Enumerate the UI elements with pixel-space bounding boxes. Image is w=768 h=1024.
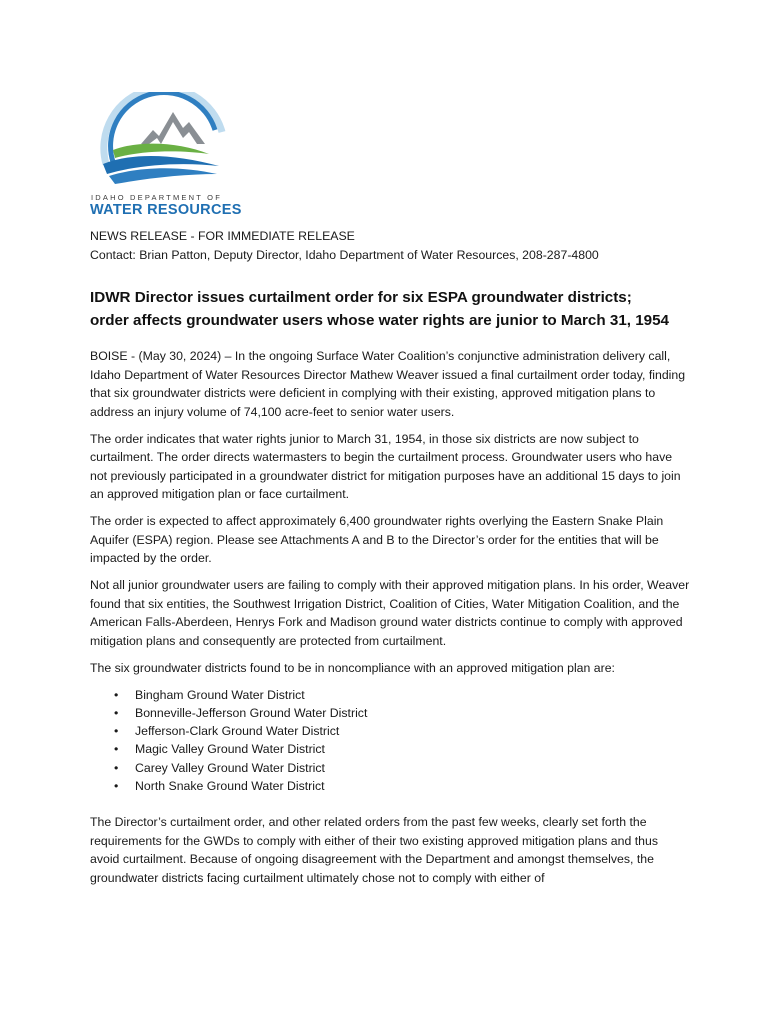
release-header	[90, 227, 690, 264]
headline-line-1: IDWR Director issues curtailment order for six ESPA groundwater districts;	[90, 289, 632, 306]
idwr-emblem-icon	[89, 92, 249, 192]
idwr-logo	[89, 92, 249, 218]
water-wave-lower	[109, 168, 217, 184]
paragraph-3: The order is expected to affect approximately 6,400 groundwater rights overlying the Eastern Snake Plain Aquifer (ESPA) region. Please see Attachments A and B to the Director’s order for the entities that will be impacted by the order.	[90, 514, 664, 565]
article-body	[90, 347, 690, 896]
headline	[90, 287, 710, 332]
headline-line-2: order affects groundwater users whose water rights are junior to March 31, 1954	[90, 311, 669, 329]
paragraph-6: The Director’s curtailment order, and other related orders from the past few weeks, clearly set forth the requirements for the GWDs to comply with either of their two existing approved mitigation plans and thus avoid curtailment. Because of ongoing disagreement with the Department and amongst themselves, the groundwater districts facing curtailment ultimately chose not to comply with either of	[90, 815, 658, 885]
paragraph-1: BOISE - (May 30, 2024) – In the ongoing Surface Water Coalition’s conjunctive administration delivery call, Idaho Department of Water Resources Director Mathew Weaver issued a final curtailment order today, finding that six groundwater districts were deficient in complying with their existing, approved mitigation plans to address an injury volume of 74,100 acre-feet to senior water users.	[90, 349, 686, 419]
logo-org-top: IDAHO DEPARTMENT OF	[91, 193, 222, 202]
list-item: • Bingham Ground Water District	[90, 686, 690, 704]
list-item: • Jefferson-Clark Ground Water District	[90, 722, 690, 740]
release-contact: Contact: Brian Patton, Deputy Director, Idaho Department of Water Resources, 208-287-4800	[90, 247, 599, 262]
paragraph-4: Not all junior groundwater users are failing to comply with their approved mitigation plans. In his order, Weaver found that six entities, the Southwest Irrigation District, Coalition of Cities, Water Mitigation Coalition, and the American Falls-Aberdeen, Henrys Fork and Madison ground water districts continue to comply with approved mitigation plans and consequently are protected from curtailment.	[90, 578, 690, 648]
list-item: • Magic Valley Ground Water District	[90, 740, 690, 758]
list-item: • Carey Valley Ground Water District	[90, 759, 690, 777]
list-item: • North Snake Ground Water District	[90, 777, 690, 795]
green-land-band	[113, 144, 209, 158]
district-list	[90, 686, 690, 796]
release-type: NEWS RELEASE - FOR IMMEDIATE RELEASE	[90, 229, 355, 243]
mountain-icon	[141, 112, 205, 144]
paragraph-5: The six groundwater districts found to be in noncompliance with an approved mitigation plan are:	[90, 660, 615, 675]
paragraph-2: The order indicates that water rights junior to March 31, 1954, in those six districts are now subject to curtailment. The order directs watermasters to begin the curtailment process. Groundwater users who have not previously participated in a groundwater district for mitigation purposes have an additional 15 days to join an approved mitigation plan or face curtailment.	[90, 431, 681, 501]
list-item: • Bonneville-Jefferson Ground Water District	[90, 704, 690, 722]
logo-org-main: WATER RESOURCES	[90, 202, 242, 218]
